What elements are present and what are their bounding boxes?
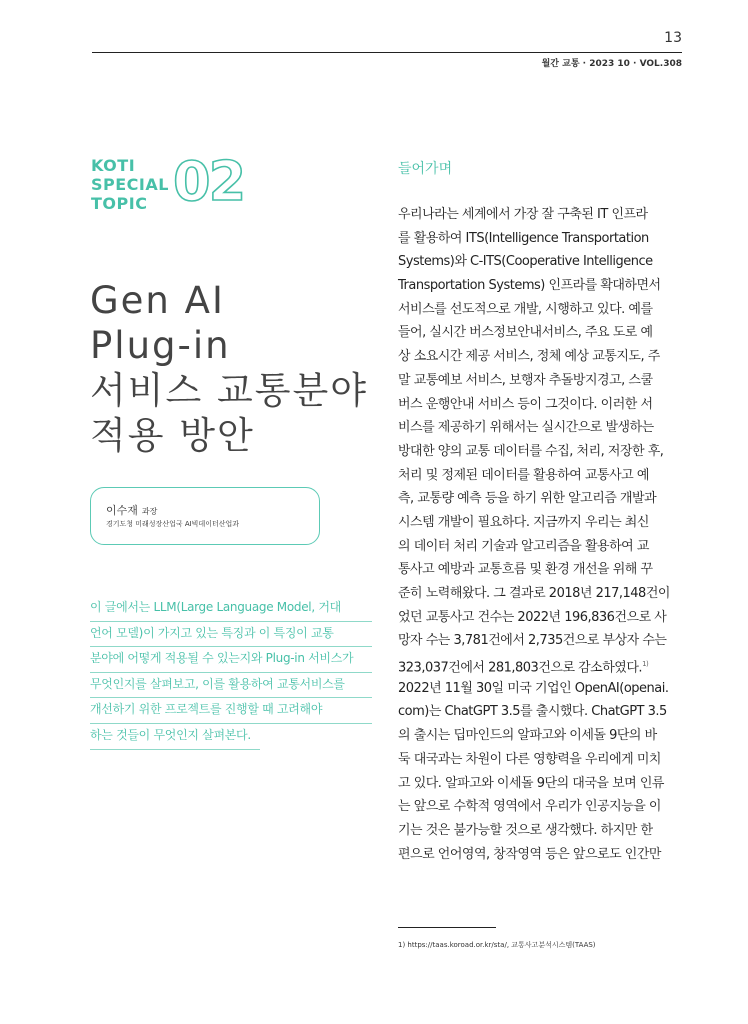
body-line: 비스를 제공하기 위해서는 실시간으로 발생하는 — [398, 420, 654, 436]
abstract-line: 언어 모델)이 가지고 있는 특징과 이 특징이 교통 — [90, 622, 372, 648]
author-name-row — [106, 502, 157, 518]
journal-meta: 월간 교통 · 2023 10 · VOL.308 — [541, 59, 682, 69]
koti-line-3: TOPIC — [91, 194, 148, 213]
body-line: 의 데이터 처리 기술과 알고리즘을 활용하여 교 — [398, 538, 649, 554]
page-number: 13 — [664, 30, 682, 46]
body-line: 었던 교통사고 건수는 2022년 196,836건으로 사 — [398, 609, 667, 625]
topic-number: 02 — [173, 150, 245, 213]
title-line-2: Plug-in — [90, 324, 231, 367]
body-line: 방대한 양의 교통 데이터를 수집, 처리, 저장한 후, — [398, 443, 664, 459]
body-line: 를 활용하여 ITS(Intelligence Transportation — [398, 230, 649, 246]
title-line-1: Gen AI — [90, 279, 225, 322]
body-line-text: 323,037건에서 281,803건으로 감소하였다. — [398, 660, 643, 676]
author-box — [90, 487, 320, 545]
body-line: Systems)와 C-ITS(Cooperative Intelligence — [398, 254, 653, 270]
body-line: 는 앞으로 수학적 영역에서 우리가 인공지능을 이 — [398, 799, 661, 815]
footnote: 1) https://taas.koroad.or.kr/sta/, 교통사고분석시스템(TAAS) — [398, 941, 596, 949]
author-title: 과장 — [141, 507, 158, 516]
author-name: 이수재 — [106, 504, 138, 517]
abstract-line: 분야에 어떻게 적용될 수 있는지와 Plug-in 서비스가 — [90, 647, 372, 673]
body-line: 고 있다. 알파고와 이세돌 9단의 대국을 보며 인류 — [398, 775, 664, 791]
body-line: 둑 대국과는 차원이 다른 영향력을 우리에게 미치 — [398, 751, 661, 767]
body-line: 버스 운행안내 서비스 등이 그것이다. 이러한 서 — [398, 396, 653, 412]
abstract-line: 하는 것들이 무엇인지 살펴본다. — [90, 724, 260, 750]
body-text — [398, 203, 684, 866]
author-organization: 경기도청 미래성장산업국 AI빅데이터산업과 — [106, 520, 240, 528]
body-line: com)는 ChatGPT 3.5를 출시했다. ChatGPT 3.5 — [398, 704, 667, 720]
koti-line-1: KOTI — [91, 156, 136, 175]
body-line: 말 교통예보 서비스, 보행자 추돌방지경고, 스쿨 — [398, 372, 653, 388]
body-line: 시스템 개발이 필요하다. 지금까지 우리는 최신 — [398, 514, 649, 530]
footnote-rule — [398, 927, 496, 928]
body-line: 편으로 언어영역, 창작영역 등은 앞으로도 인간만 — [398, 846, 661, 862]
body-line: Transportation Systems) 인프라를 확대하면서 — [398, 278, 661, 294]
body-line: 통사고 예방과 교통흐름 및 환경 개선을 위해 꾸 — [398, 562, 653, 578]
body-line: 의 출시는 딥마인드의 알파고와 이세돌 9단의 바 — [398, 728, 657, 744]
footnote-marker: 1) — [642, 660, 649, 669]
body-line: 측, 교통량 예측 등을 하기 위한 알고리즘 개발과 — [398, 491, 657, 507]
title-line-3: 서비스 교통분야 — [90, 369, 368, 412]
body-line: 우리나라는 세계에서 가장 잘 구축된 IT 인프라 — [398, 207, 648, 222]
body-line: 상 소요시간 제공 서비스, 정체 예상 교통지도, 주 — [398, 349, 660, 365]
article-title — [90, 278, 380, 458]
koti-special-topic-logo — [91, 150, 245, 213]
abstract — [90, 596, 372, 750]
header-rule — [92, 52, 682, 53]
body-line: 기는 것은 불가능할 것으로 생각했다. 하지만 한 — [398, 822, 653, 838]
koti-line-2: SPECIAL — [91, 175, 169, 194]
body-line: 준히 노력해왔다. 그 결과로 2018년 217,148건이 — [398, 586, 670, 601]
body-line-with-footnote — [398, 653, 684, 677]
title-line-4: 적용 방안 — [90, 414, 255, 457]
body-line: 망자 수는 3,781건에서 2,735건으로 부상자 수는 — [398, 633, 667, 649]
section-heading: 들어가며 — [398, 161, 453, 177]
abstract-line: 개선하기 위한 프로젝트를 진행할 때 고려해야 — [90, 698, 372, 724]
abstract-line: 무엇인지를 살펴보고, 이를 활용하여 교통서비스를 — [90, 673, 372, 699]
body-line: 들어, 실시간 버스정보안내서비스, 주요 도로 예 — [398, 325, 653, 341]
abstract-line: 이 글에서는 LLM(Large Language Model, 거대 — [90, 596, 372, 622]
body-line: 처리 및 정제된 데이터를 활용하여 교통사고 예 — [398, 467, 649, 483]
body-line: 2022년 11월 30일 미국 기업인 OpenAI(openai. — [398, 680, 669, 696]
body-line: 서비스를 선도적으로 개발, 시행하고 있다. 예를 — [398, 301, 653, 317]
koti-label — [91, 156, 169, 213]
